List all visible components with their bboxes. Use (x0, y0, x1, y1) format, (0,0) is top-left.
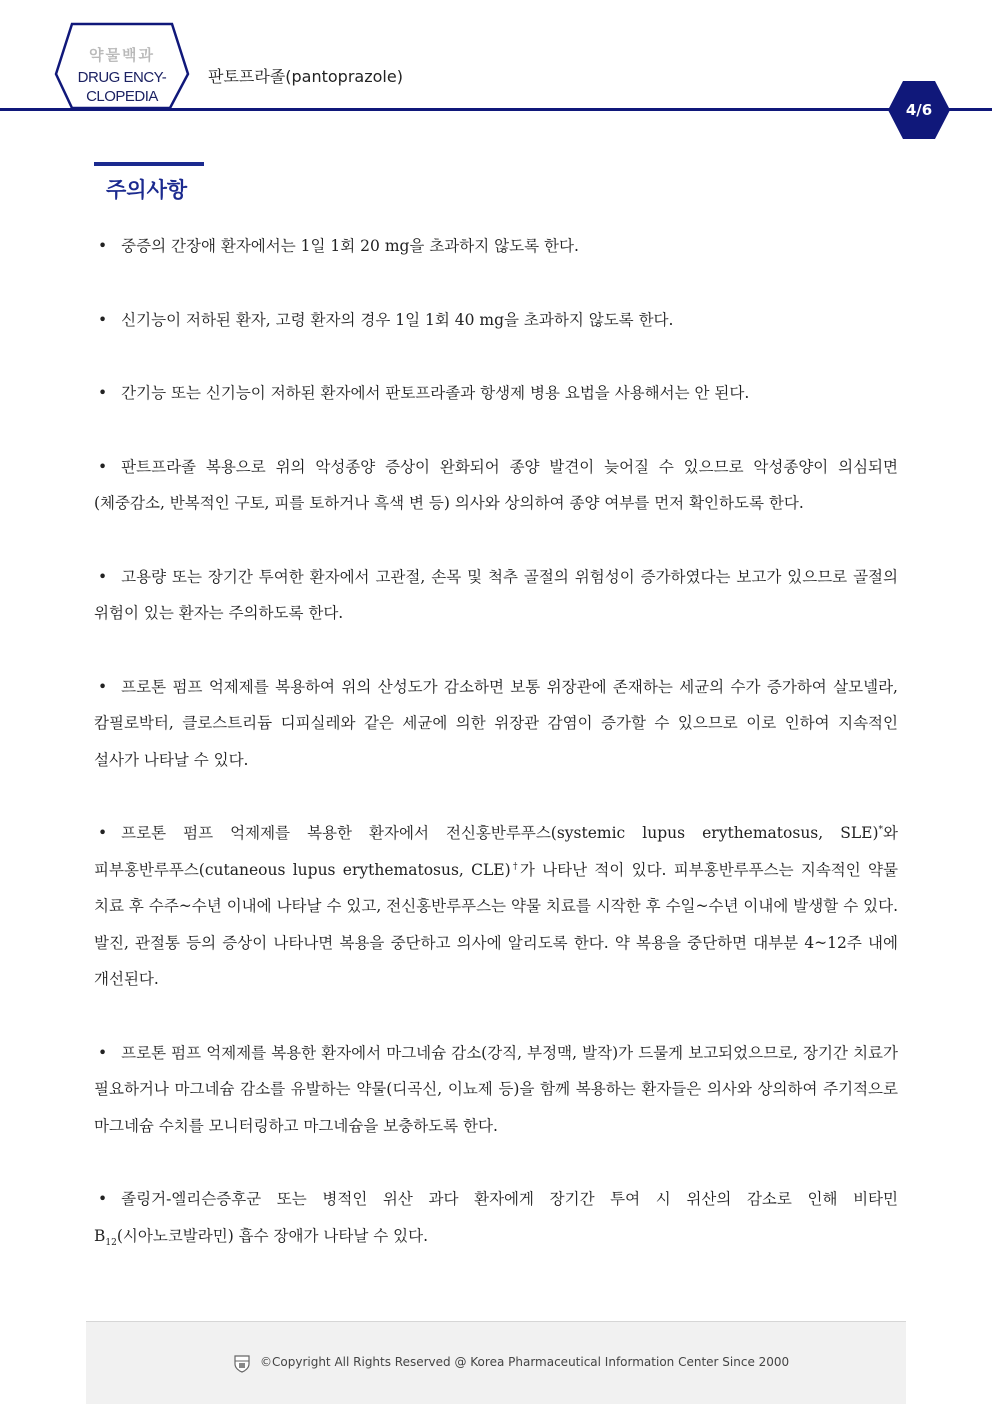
logo-english-line1: DRUG ENCY- (77, 69, 167, 86)
precaution-item-3 (94, 375, 898, 412)
precaution-item-2 (94, 302, 898, 339)
page-footer (86, 1321, 906, 1404)
precaution-text: 프로톤 펌프 억제제를 복용한 환자에서 전신홍반루푸스(systemic lupus erythematosus, SLE) (121, 824, 879, 842)
bullet-icon: • (98, 1043, 108, 1062)
logo-korean-text: 약물백과 (89, 46, 155, 64)
section-title: 주의사항 (106, 178, 188, 202)
precaution-text: (시아노코발라민) 흡수 장애가 나타날 수 있다. (116, 1226, 429, 1245)
precaution-text: 프로톤 펌프 억제제를 복용하여 위의 산성도가 감소하면 보통 위장관에 존재하는 세균의 수가 증가하여 살모넬라, 캄필로박터, 클로스트리듐 디피실레와 같은 세균에 의한 위장관 감염이 증가할 수 있으므로 이로 인하여 지속적인 설사가 나타날 수 있다. (94, 677, 898, 769)
document-title: 판토프라졸(pantoprazole) (208, 67, 403, 86)
bullet-icon: • (98, 567, 108, 586)
precaution-item-8 (94, 1035, 898, 1145)
precaution-text: 졸링거-엘리슨증후군 또는 병적인 위산 과다 환자에게 장기간 투여 시 위산의 감소로 인해 비타민 B (94, 1190, 898, 1245)
logo-english-text (54, 68, 190, 106)
footnote-mark-asterisk: * (878, 824, 884, 835)
bullet-icon: • (98, 310, 108, 329)
precautions-content (94, 228, 898, 1291)
page-number: 4/6 (905, 101, 933, 119)
bullet-icon: • (98, 384, 108, 402)
bullet-icon: • (98, 237, 108, 255)
bullet-icon: • (98, 677, 108, 696)
precaution-text: 간기능 또는 신기능이 저하된 환자에서 판토프라졸과 항생제 병용 요법을 사용해서는 안 된다. (121, 384, 750, 402)
precaution-item-4 (94, 449, 898, 522)
precaution-item-1 (94, 228, 898, 265)
page-indicator-badge (887, 80, 951, 140)
bullet-icon: • (98, 824, 108, 842)
kpic-shield-icon (234, 1355, 250, 1373)
precaution-item-7 (94, 815, 898, 998)
precaution-text: 가 나타난 적이 있다. 피부홍반루푸스는 지속적인 약물 치료 후 수주~수년 이내에 나타날 수 있고, 전신홍반루푸스는 약물 치료를 시작한 후 수일~수년 이내에 발생할 수 있다. 발진, 관절통 등의 증상이 나타나면 복용을 중단하고 의사에 알리도록 한다. 약 복용을 중단하면 대부분 4~12주 내에 개선된다. (94, 860, 898, 988)
precaution-text: 고용량 또는 장기간 투여한 환자에서 고관절, 손목 및 척추 골절의 위험성이 증가하였다는 보고가 있으므로 골절의 위험이 있는 환자는 주의하도록 한다. (94, 567, 898, 622)
vitamin-subscript: 12 (105, 1237, 117, 1248)
section-accent-bar (94, 162, 204, 166)
precaution-item-5 (94, 559, 898, 632)
precaution-text: 신기능이 저하된 환자, 고령 환자의 경우 1일 1회 40 mg을 초과하지 않도록 한다. (121, 310, 674, 329)
bullet-icon: • (98, 1190, 108, 1208)
drug-encyclopedia-logo (54, 22, 190, 110)
precaution-item-9 (94, 1181, 898, 1254)
precaution-text: 프로톤 펌프 억제제를 복용한 환자에서 마그네슘 감소(강직, 부정맥, 발작)가 드물게 보고되었으므로, 장기간 치료가 필요하거나 마그네슘 감소를 유발하는 약물(디곡신, 이뇨제 등)을 함께 복용하는 환자들은 의사와 상의하여 주기적으로 마그네슘 수치를 모니터링하고 마그네슘을 보충하도록 한다. (94, 1043, 898, 1135)
precaution-text: 중증의 간장애 환자에서는 1일 1회 20 mg을 초과하지 않도록 한다. (121, 237, 579, 255)
precaution-text: 와 피부홍반루푸스(cutaneous lupus erythematosus, CLE) (94, 824, 898, 879)
precaution-text: 판트프라졸 복용으로 위의 악성종양 증상이 완화되어 종양 발견이 늦어질 수 있으므로 악성종양이 의심되면(체중감소, 반복적인 구토, 피를 토하거나 흑색 변 등) 의사와 상의하여 종양 여부를 먼저 확인하도록 한다. (94, 457, 898, 512)
logo-english-line2: CLOPEDIA (86, 88, 158, 105)
bullet-icon: • (98, 457, 108, 476)
precaution-item-6 (94, 669, 898, 779)
copyright-text: ©Copyright All Rights Reserved @ Korea Pharmaceutical Information Center Since 2000 (260, 1355, 790, 1369)
footnote-mark-dagger: † (510, 861, 520, 872)
